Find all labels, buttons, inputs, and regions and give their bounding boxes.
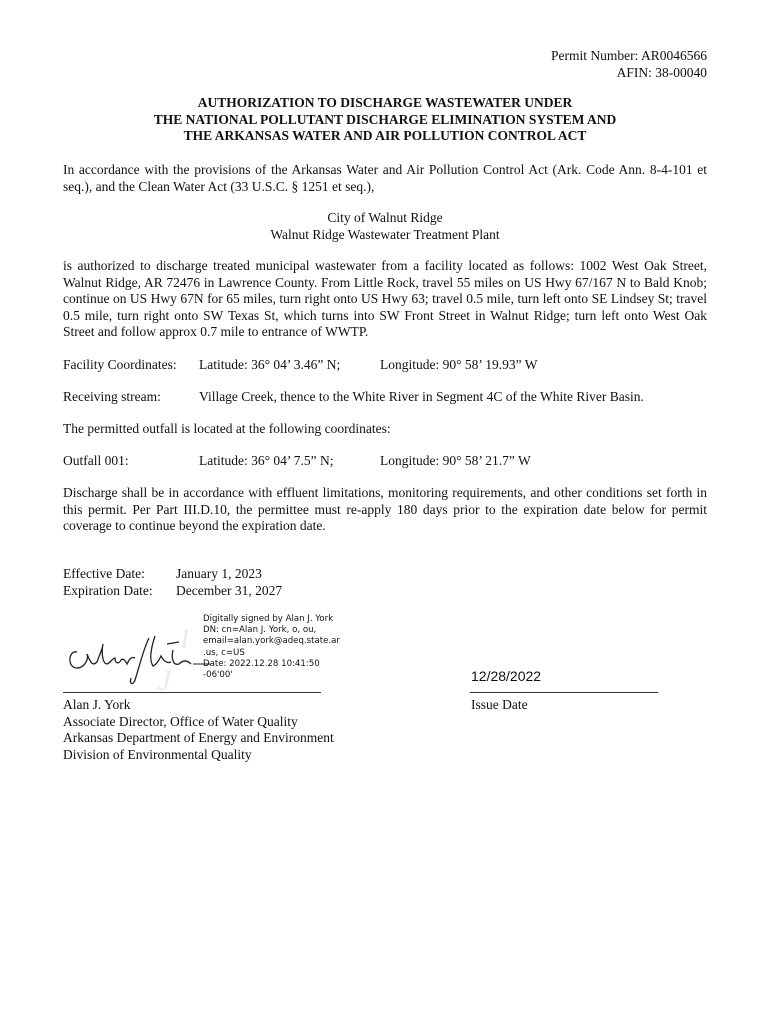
facility-longitude: Longitude: 90° 58’ 19.93” W [380,357,538,372]
receiving-stream-label: Receiving stream: [63,389,161,404]
title-line-2: THE NATIONAL POLLUTANT DISCHARGE ELIMINATION SYSTEM AND [153,111,617,127]
issue-date-line [470,692,658,693]
expiration-date-value: December 31, 2027 [176,582,283,598]
facility-name: Walnut Ridge Wastewater Treatment Plant [270,226,500,242]
expiration-date-label: Expiration Date: [63,582,153,598]
signature-line-3: email=alan.york@adeq.state.ar [203,636,340,647]
afin: AFIN: 38-00040 [616,64,707,80]
outfall-latitude: Latitude: 36° 04’ 7.5” N; [199,453,334,468]
signer-department: Arkansas Department of Energy and Environment [63,730,334,745]
receiving-stream-value: Village Creek, thence to the White River in Segment 4C of the White River Basin. [199,389,644,404]
effective-date-label: Effective Date: [63,566,145,581]
issue-date-label: Issue Date [471,697,528,712]
permit-identifiers [551,48,707,81]
signature-line [63,692,321,693]
signature-line-5: Date: 2022.12.28 10:41:50 [203,658,320,669]
signer-name: Alan J. York [63,697,131,712]
signature-line-1: Digitally signed by Alan J. York [203,614,334,624]
digital-signature-text [203,614,340,681]
authorization-paragraph: is authorized to discharge treated municipal wastewater from a facility located as follows: 1002 West Oak Street, Walnut Ridge, AR 72476 in Lawrence County. From Little Rock, travel 55 miles on US Hwy 67/167 N to Bald Knob; continue on US Hwy 67N for 65 miles, turn right onto US Hwy 63; travel 0.5 mile, turn left onto SE Lindsey St; travel 0.5 mile, turn right onto SW Texas St, which turns into SW Front Street in Walnut Ridge; turn left onto West Oak Street and follow approx 0.7 mile to entrance of WWTP. [63,258,707,339]
signer-division: Division of Environmental Quality [63,746,252,762]
effective-date-value: January 1, 2023 [176,566,262,581]
svg-text:l: l [181,625,189,654]
facility-coordinates-label: Facility Coordinates: [63,357,177,372]
svg-text:J: J [158,664,172,695]
signature-line-2: DN: cn=Alan J. York, o, ou, [203,625,317,636]
issue-date-value: 12/28/2022 [471,668,542,684]
permittee-block [0,210,770,243]
signature-line-4: .us, c=US [203,647,245,658]
facility-latitude: Latitude: 36° 04’ 3.46” N; [199,357,341,372]
conditions-paragraph: Discharge shall be in accordance with effluent limitations, monitoring requirements, and other conditions set forth in this permit. Per Part III.D.10, the permittee must re-apply 180 days prior to the expiration date below for permit coverage to continue beyond the expiration date. [63,485,707,533]
intro-paragraph: In accordance with the provisions of the Arkansas Water and Air Pollution Control Act (Ark. Code Ann. 8-4-101 et seq.), and the Clean Water Act (33 U.S.C. § 1251 et seq.), [63,162,707,194]
signer-title: Associate Director, Office of Water Quality [63,713,298,729]
title-line-1: AUTHORIZATION TO DISCHARGE WASTEWATER UNDER [197,95,573,110]
outfall-label: Outfall 001: [63,453,129,468]
document-title [0,95,770,145]
signer-block [63,697,334,763]
digital-signature-block [63,610,383,695]
signature-line-6: -06'00' [203,670,233,681]
permit-number: Permit Number: AR0046566 [551,48,707,63]
permittee-name: City of Walnut Ridge [327,210,443,225]
title-line-3: THE ARKANSAS WATER AND AIR POLLUTION CONTROL ACT [183,128,587,143]
outfall-intro: The permitted outfall is located at the following coordinates: [63,421,391,436]
outfall-longitude: Longitude: 90° 58’ 21.7” W [380,453,531,468]
